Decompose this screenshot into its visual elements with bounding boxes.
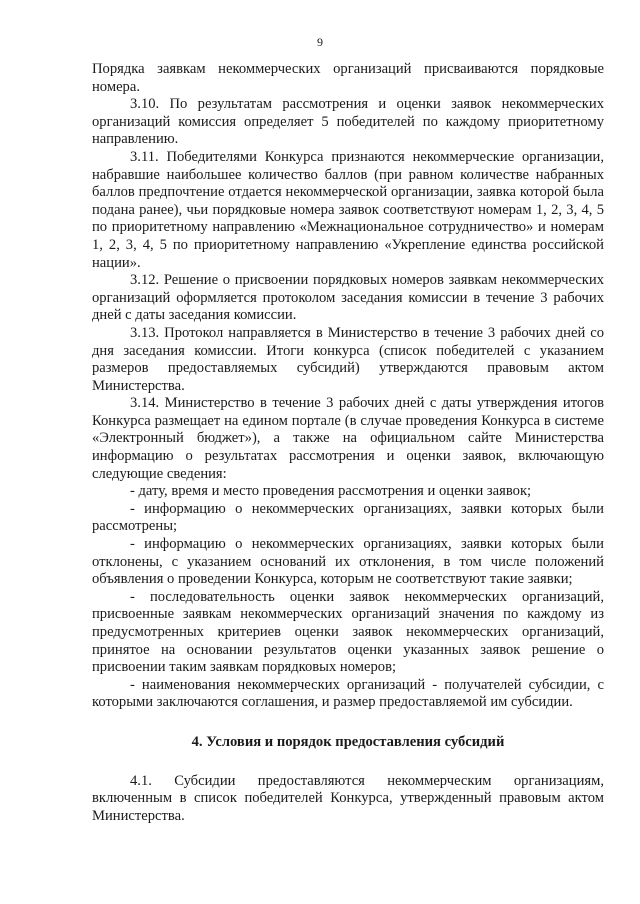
paragraph: 3.14. Министерство в течение 3 рабочих дней с даты утверждения итогов Конкурса размещает на едином портале (в случае проведения Конкурса в системе «Электронный бюджет»), а также на официальном сайте Министерства информацию о результатах рассмотрения и оценки заявок, включающую следующие сведения: (92, 395, 604, 482)
paragraph: 3.11. Победителями Конкурса признаются некоммерческие организации, набравшие наибольшее количество баллов (при равном количестве набранных баллов предпочтение отдается некоммерческой организации, заявка которой была подана ранее), чьи порядковые номера заявок соответствуют номерам 1, 2, 3, 4, 5 по приоритетному направлению «Межнациональное сотрудничество» и номерам 1, 2, 3, 4, 5 по приоритетному направлению «Укрепление единства российской нации». (92, 148, 604, 271)
page-number: 9 (317, 35, 323, 49)
paragraph: - информацию о некоммерческих организациях, заявки которых были рассмотрены; (92, 500, 604, 535)
paragraph: 3.12. Решение о присвоении порядковых номеров заявкам некоммерческих организаций оформляется протоколом заседания комиссии в течение 3 рабочих дней с даты заседания комиссии. (92, 272, 604, 324)
paragraphs-after (92, 773, 604, 826)
document-body (92, 61, 604, 825)
paragraph: - дату, время и место проведения рассмотрения и оценки заявок; (130, 483, 532, 500)
paragraph: 3.10. По результатам рассмотрения и оценки заявок некоммерческих организаций комиссия определяет 5 победителей по каждому приоритетному направлению. (92, 96, 604, 148)
paragraph: 3.13. Протокол направляется в Министерство в течение 3 рабочих дней со дня заседания комиссии. Итоги конкурса (список победителей с указанием размеров предоставляемых субсидий) утверждаются правовым актом Министерства. (92, 324, 604, 394)
paragraphs-before (92, 61, 604, 712)
paragraph: - информацию о некоммерческих организациях, заявки которых были отклонены, с указанием оснований их отклонения, в том числе положений объявления о проведении Конкурса, которым не соответствуют такие заявки; (92, 536, 604, 588)
section-title: 4. Условия и порядок предоставления субсидий (191, 733, 505, 750)
paragraph: - последовательность оценки заявок некоммерческих организаций, присвоенные заявкам некоммерческих организаций значения по каждому из предусмотренных критериев оценки заявок некоммерческих организаций, принятое на основании результатов оценки указанных заявок решение о присвоении таким заявкам порядковых номеров; (92, 588, 604, 676)
paragraph: 4.1. Субсидии предоставляются некоммерческим организациям, включенным в список победителей Конкурса, утвержденный правовым актом Министерства. (92, 772, 604, 824)
paragraph: - наименования некоммерческих организаций - получателей субсидии, с которыми заключаются соглашения, и размер предоставляемой им субсидии. (92, 676, 604, 711)
paragraph: Порядка заявкам некоммерческих организаций присваиваются порядковые номера. (92, 61, 604, 95)
